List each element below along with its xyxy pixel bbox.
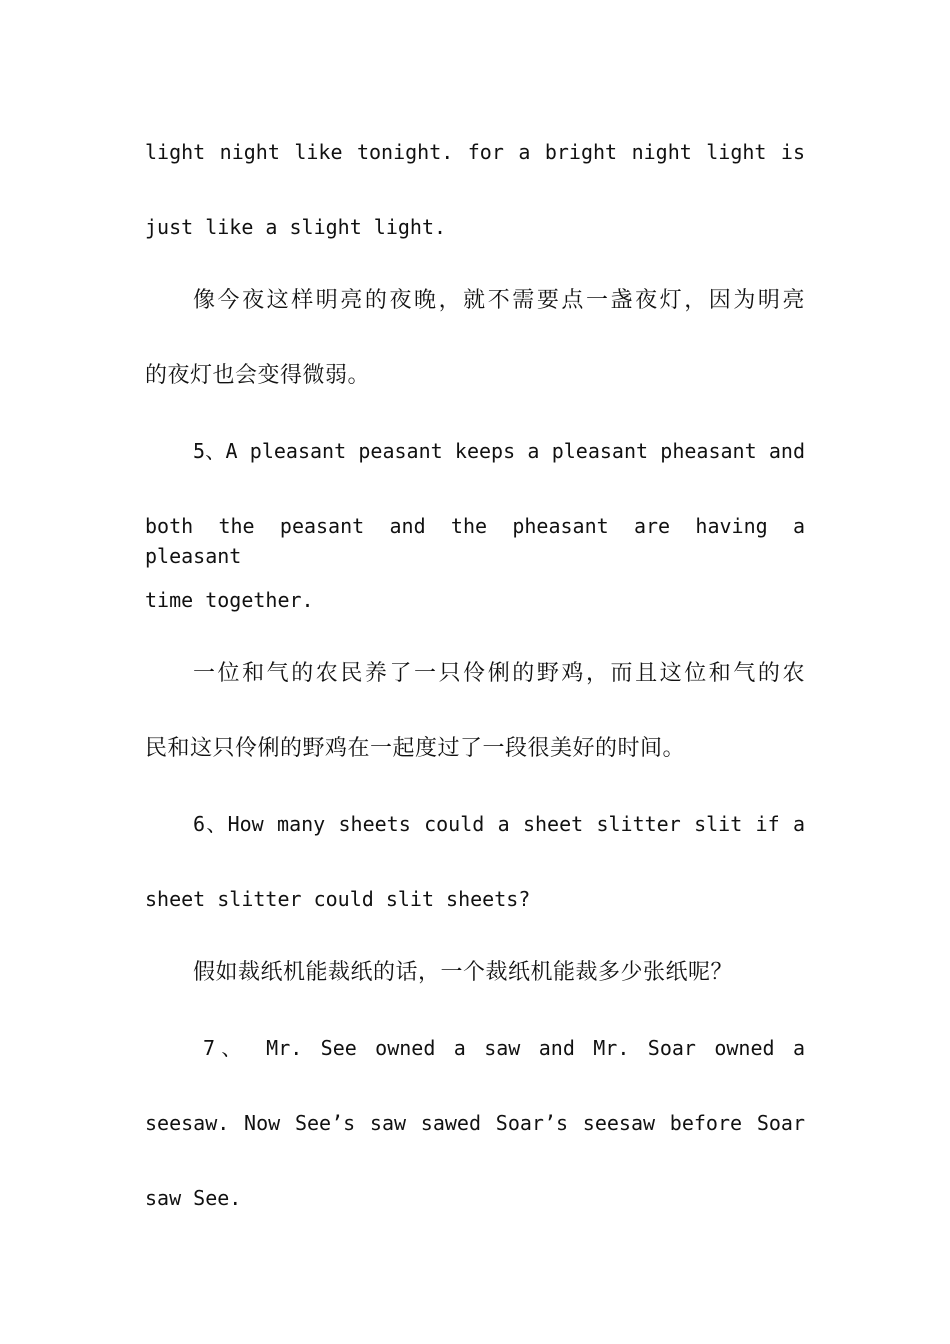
- text-line: 假如裁纸机能裁纸的话，一个裁纸机能裁多少张纸呢？: [193, 960, 734, 985]
- text-line: 像今夜这样明亮的夜晚，就不需要点一盏夜灯，因为明亮: [193, 288, 805, 313]
- text-line: just like a slight light.: [145, 215, 447, 239]
- text-line: saw See.: [145, 1186, 242, 1210]
- text-line: seesaw. Now See’s saw sawed Soar’s seesaw before Soar: [145, 1111, 805, 1135]
- text-line: both the peasant and the pheasant are having a pleasant: [145, 514, 805, 568]
- text-line: sheet slitter could slit sheets?: [145, 887, 531, 911]
- text-line: 6、How many sheets could a sheet slitter slit if a: [193, 812, 805, 836]
- text-line: 民和这只伶俐的野鸡在一起度过了一段很美好的时间。: [145, 736, 686, 761]
- text-line: 一位和气的农民养了一只伶俐的野鸡，而且这位和气的农: [193, 661, 805, 686]
- text-line: light night like tonight. for a bright night light is: [145, 140, 805, 164]
- text-line: 7、 Mr. See owned a saw and Mr. Soar owned a: [203, 1036, 805, 1060]
- text-line: 5、A pleasant peasant keeps a pleasant pheasant and: [193, 439, 805, 463]
- text-line: time together.: [145, 588, 314, 612]
- text-line: 的夜灯也会变得微弱。: [145, 363, 371, 388]
